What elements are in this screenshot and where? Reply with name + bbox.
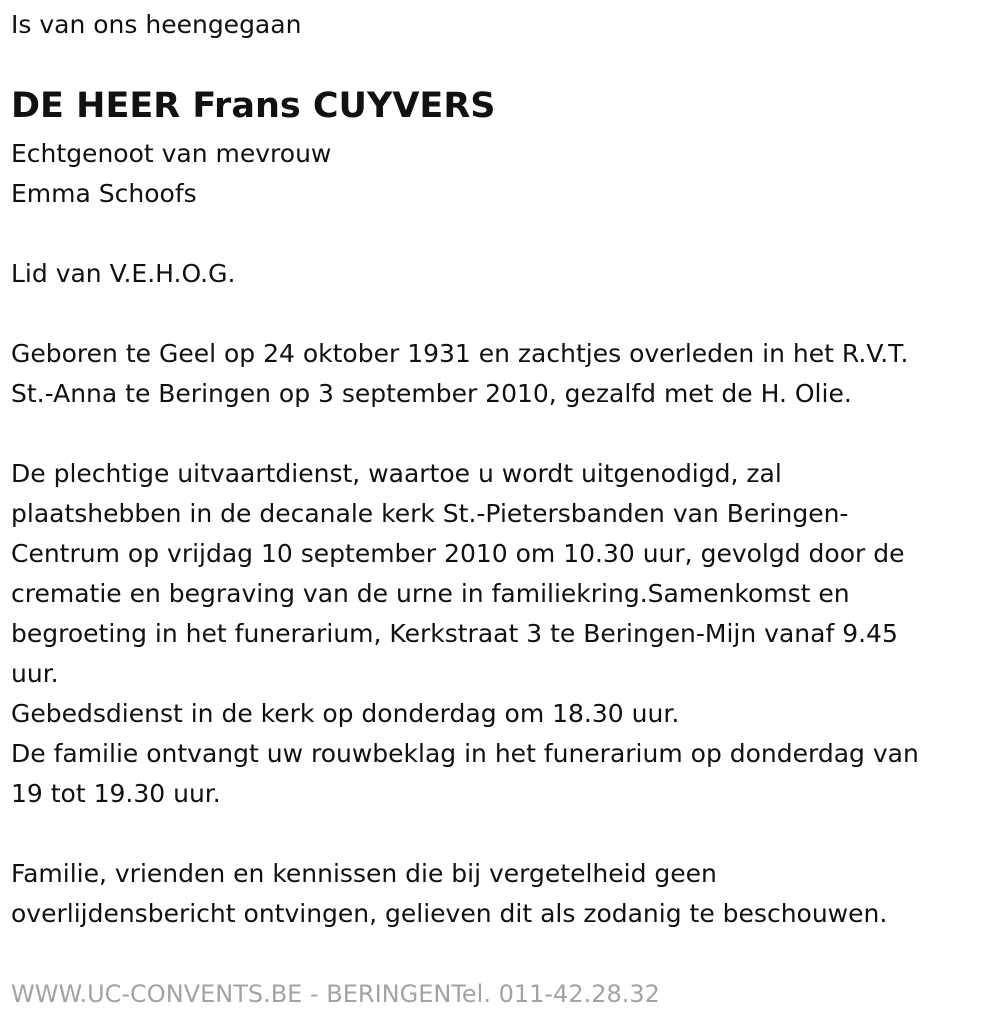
spouse-line-2: Emma Schoofs: [11, 179, 197, 208]
funeral-line: Centrum op vrijdag 10 september 2010 om 10.30 uur, gevolgd door de: [11, 539, 905, 568]
funeral-line: begroeting in het funerarium, Kerkstraat 3 te Beringen-Mijn vanaf 9.45: [11, 619, 898, 648]
funeral-line: De familie ontvangt uw rouwbeklag in het funerarium op donderdag van: [11, 739, 919, 768]
spouse-line-1: Echtgenoot van mevrouw: [11, 139, 332, 168]
footer-contact: WWW.UC-CONVENTS.BE - BERINGENTel. 011-42.28.32: [11, 980, 660, 1008]
funeral-line: plaatshebben in de decanale kerk St.-Pietersbanden van Beringen-: [11, 499, 849, 528]
deceased-name: DE HEER Frans CUYVERS: [11, 86, 496, 126]
closing-line: overlijdensbericht ontvingen, gelieven dit als zodanig te beschouwen.: [11, 899, 888, 928]
closing-line: Familie, vrienden en kennissen die bij vergetelheid geen: [11, 859, 717, 888]
funeral-line: uur.: [11, 659, 59, 688]
intro-text: Is van ons heengegaan: [11, 10, 302, 39]
membership-text: Lid van V.E.H.O.G.: [11, 259, 236, 288]
funeral-line: 19 tot 19.30 uur.: [11, 779, 221, 808]
funeral-line: De plechtige uitvaartdienst, waartoe u wordt uitgenodigd, zal: [11, 459, 782, 488]
funeral-line: Gebedsdienst in de kerk op donderdag om 18.30 uur.: [11, 699, 680, 728]
birth-death-line: Geboren te Geel op 24 oktober 1931 en zachtjes overleden in het R.V.T.: [11, 339, 909, 368]
funeral-line: crematie en begraving van de urne in familiekring.Samenkomst en: [11, 579, 850, 608]
birth-death-line: St.-Anna te Beringen op 3 september 2010, gezalfd met de H. Olie.: [11, 379, 852, 408]
